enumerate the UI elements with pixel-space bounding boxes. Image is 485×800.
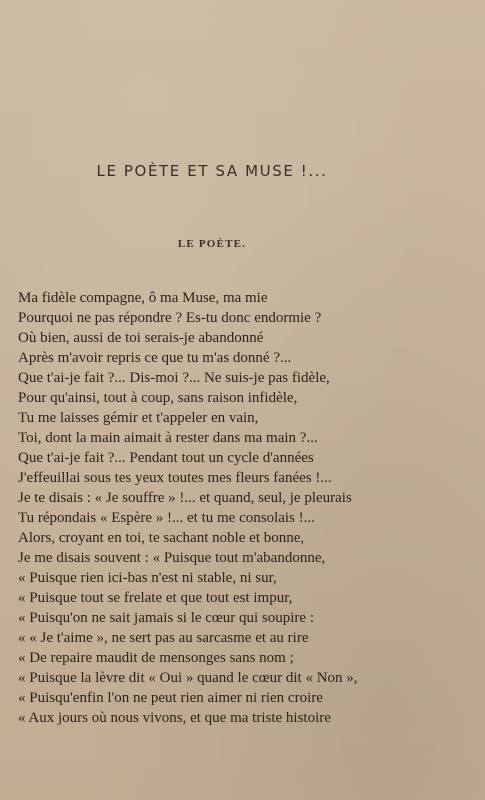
poem-line: « Puisque tout se frelate et que tout est impur, <box>18 590 293 606</box>
poem-line: Toi, dont la main aimait à rester dans ma main ?... <box>18 430 318 446</box>
poem-line: « Puisqu'enfin l'on ne peut rien aimer ni rien croire <box>18 690 323 706</box>
poem-line: Je me disais souvent : « Puisque tout m'abandonne, <box>18 550 326 566</box>
poem-line: « Puisqu'on ne sait jamais si le cœur qui soupire : <box>18 610 315 626</box>
poem-line: Ma fidèle compagne, ô ma Muse, ma mie <box>18 290 268 306</box>
poem-line: Pourquoi ne pas répondre ? Es-tu donc endormie ? <box>18 310 322 326</box>
poem-line: Où bien, aussi de toi serais-je abandonné <box>18 330 264 346</box>
section-heading: LE POÈTE. <box>177 238 247 250</box>
poem-line: Tu répondais « Espère » !... et tu me consolais !... <box>18 510 315 526</box>
poem-line: « « Je t'aime », ne sert pas au sarcasme et au rire <box>18 630 309 646</box>
poem-line: Je te disais : « Je souffre » !... et quand, seul, je pleurais <box>18 490 352 506</box>
poem-line: J'effeuillai sous tes yeux toutes mes fleurs fanées !... <box>18 470 332 486</box>
poem-line: « De repaire maudit de mensonges sans nom ; <box>18 650 294 666</box>
poem-text <box>18 288 478 728</box>
poem-line: Alors, croyant en toi, te sachant noble et bonne, <box>18 530 305 546</box>
poem-line: Après m'avoir repris ce que tu m'as donné ?... <box>18 350 292 366</box>
poem-line: Tu me laisses gémir et t'appeler en vain, <box>18 410 259 426</box>
poem-line: « Puisque la lèvre dit « Oui » quand le cœur dit « Non », <box>18 670 358 686</box>
poem-line: Pour qu'ainsi, tout à coup, sans raison infidèle, <box>18 390 298 406</box>
poem-title: LE POÈTE ET SA MUSE !... <box>96 162 328 180</box>
poem-line: Que t'ai-je fait ?... Pendant tout un cycle d'années <box>18 450 314 466</box>
poem-line: « Aux jours où nous vivons, et que ma triste histoire <box>18 710 331 726</box>
poem-line: Que t'ai-je fait ?... Dis-moi ?... Ne suis-je pas fidèle, <box>18 370 330 386</box>
poem-line: « Puisque rien ici-bas n'est ni stable, ni sur, <box>18 570 277 586</box>
